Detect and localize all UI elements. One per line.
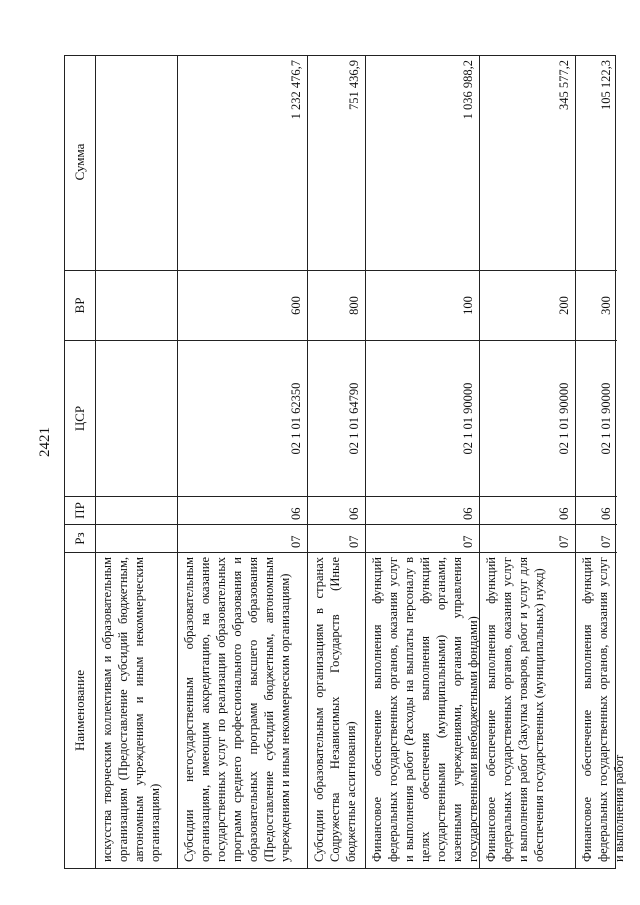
row-pr: 06 (289, 507, 303, 520)
table-row (96, 56, 178, 868)
header-sum: Сумма (72, 143, 87, 181)
row-sum: 345 577,2 (557, 60, 571, 110)
row-rz: 07 (289, 535, 303, 548)
table-row (308, 56, 366, 868)
row-name: Финансовое обеспечение выполнения функций федеральных государственных органов, оказания услуг и выполнения работ (Закупка товаров, работ и услуг для обеспечения государственных (муниципальных) нужд) (484, 557, 546, 862)
row-csr: 02 1 01 90000 (461, 382, 475, 455)
row-sum: 1 036 988,2 (461, 60, 475, 120)
row-name: Финансовое обеспечение выполнения функций федеральных государственных органов, оказания услуг и выполнения работ (Расходы на выплаты персоналу в целях обеспечения выполнения функций государственными (муниципальными) органами, казенными учреждениями, органами управления государственными внебюджетными фондами) (370, 557, 480, 862)
row-csr: 02 1 01 62350 (289, 382, 303, 455)
table-row (576, 56, 626, 868)
row-pr: 06 (599, 507, 613, 520)
header-name: Наименование (65, 552, 95, 868)
row-name: Субсидии образовательным организациям в странах Содружества Независимых Государств (Иные бюджетные ассигнования) (312, 557, 358, 862)
header-vr: ВР (65, 270, 95, 340)
row-name: искусства творческим коллективам и образовательным организациям (Предоставление субсидий бюджетным, автономным учреждениям и иным некоммерческим организациям) (100, 557, 162, 862)
row-pr: 06 (557, 507, 571, 520)
page-number: 2421 (37, 427, 53, 457)
row-rz: 07 (557, 535, 571, 548)
row-csr: 02 1 01 90000 (599, 382, 613, 455)
page-content (64, 55, 626, 869)
row-sum: 1 232 476,7 (289, 60, 303, 120)
row-rz: 07 (347, 535, 361, 548)
table-row (480, 56, 576, 868)
row-vr: 100 (461, 296, 475, 315)
row-sum: 105 122,3 (599, 60, 613, 110)
row-vr: 300 (599, 296, 613, 315)
header-csr: ЦСР (65, 340, 95, 496)
table-header-row (65, 56, 96, 868)
row-vr: 800 (347, 296, 361, 315)
row-vr: 200 (557, 296, 571, 315)
row-name: Субсидии негосударственным образовательным организациям, имеющим аккредитацию, на оказание государственных услуг по реализации образовательных программ среднего профессионального образования и образовательных программ высшего образования (Предоставление субсидий бюджетным, автономным учреждениям и иным некоммерческим организациям) (182, 557, 292, 862)
table-row (178, 56, 308, 868)
header-rz: Рз (65, 524, 95, 552)
budget-table (64, 55, 626, 869)
row-csr: 02 1 01 90000 (557, 382, 571, 455)
row-csr: 02 1 01 64790 (347, 382, 361, 455)
row-vr: 600 (289, 296, 303, 315)
header-pr: ПР (65, 496, 95, 524)
table-row (366, 56, 480, 868)
row-pr: 06 (461, 507, 475, 520)
row-rz: 07 (599, 535, 613, 548)
row-pr: 06 (347, 507, 361, 520)
row-sum: 751 436,9 (347, 60, 361, 110)
row-name: Финансовое обеспечение выполнения функций федеральных государственных органов, оказания услуг и выполнения работ (580, 557, 626, 862)
row-rz: 07 (461, 535, 475, 548)
